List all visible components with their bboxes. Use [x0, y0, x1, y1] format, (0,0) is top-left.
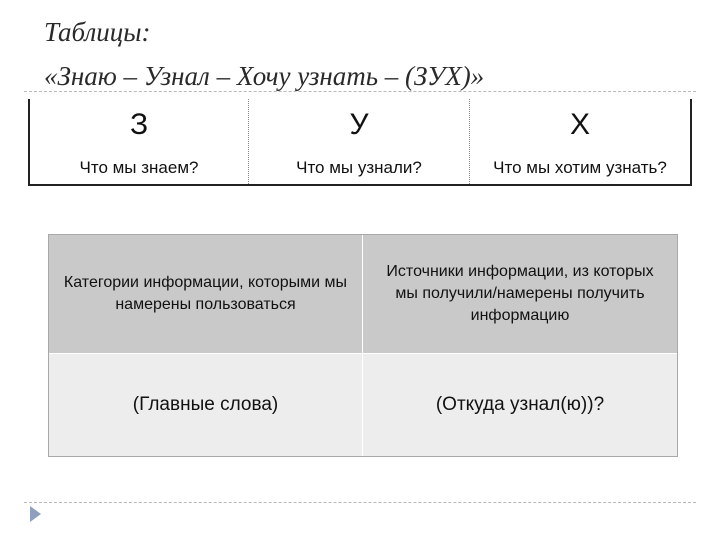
- info-table: [48, 234, 678, 457]
- bottom-divider: [24, 502, 696, 503]
- zuh-column-know: [30, 99, 248, 184]
- zuh-question-know: Что мы знаем?: [79, 158, 199, 177]
- zuh-column-want: [470, 99, 690, 184]
- zuh-question-want: Что мы хотим узнать?: [493, 158, 667, 177]
- zuh-table: [28, 99, 692, 186]
- info-cell-keywords-text: (Главные слова): [132, 394, 279, 415]
- slide-bullet-icon: [30, 506, 41, 522]
- info-cell-keywords: [49, 353, 362, 456]
- top-divider: [24, 91, 696, 92]
- zuh-letter-u: У: [349, 108, 369, 141]
- info-header-sources-text: Источники информации, из которых мы получили/намерены получить информацию: [386, 263, 654, 324]
- info-header-sources: [362, 235, 677, 353]
- zuh-question-learned: Что мы узнали?: [296, 158, 422, 177]
- zuh-letter-z: З: [129, 108, 149, 141]
- info-cell-source-text: (Откуда узнал(ю))?: [435, 394, 605, 415]
- title-line-2: «Знаю – Узнал – Хочу узнать – (ЗУХ)»: [44, 61, 485, 91]
- zuh-letter-h: Х: [569, 108, 590, 141]
- title-line-1: Таблицы:: [44, 17, 151, 47]
- info-cell-source: [362, 353, 677, 456]
- info-header-categories: [49, 235, 362, 353]
- zuh-column-learned: [248, 99, 470, 184]
- info-header-categories-text: Категории информации, которыми мы намерены пользоваться: [63, 274, 348, 313]
- slide-title: [44, 10, 704, 98]
